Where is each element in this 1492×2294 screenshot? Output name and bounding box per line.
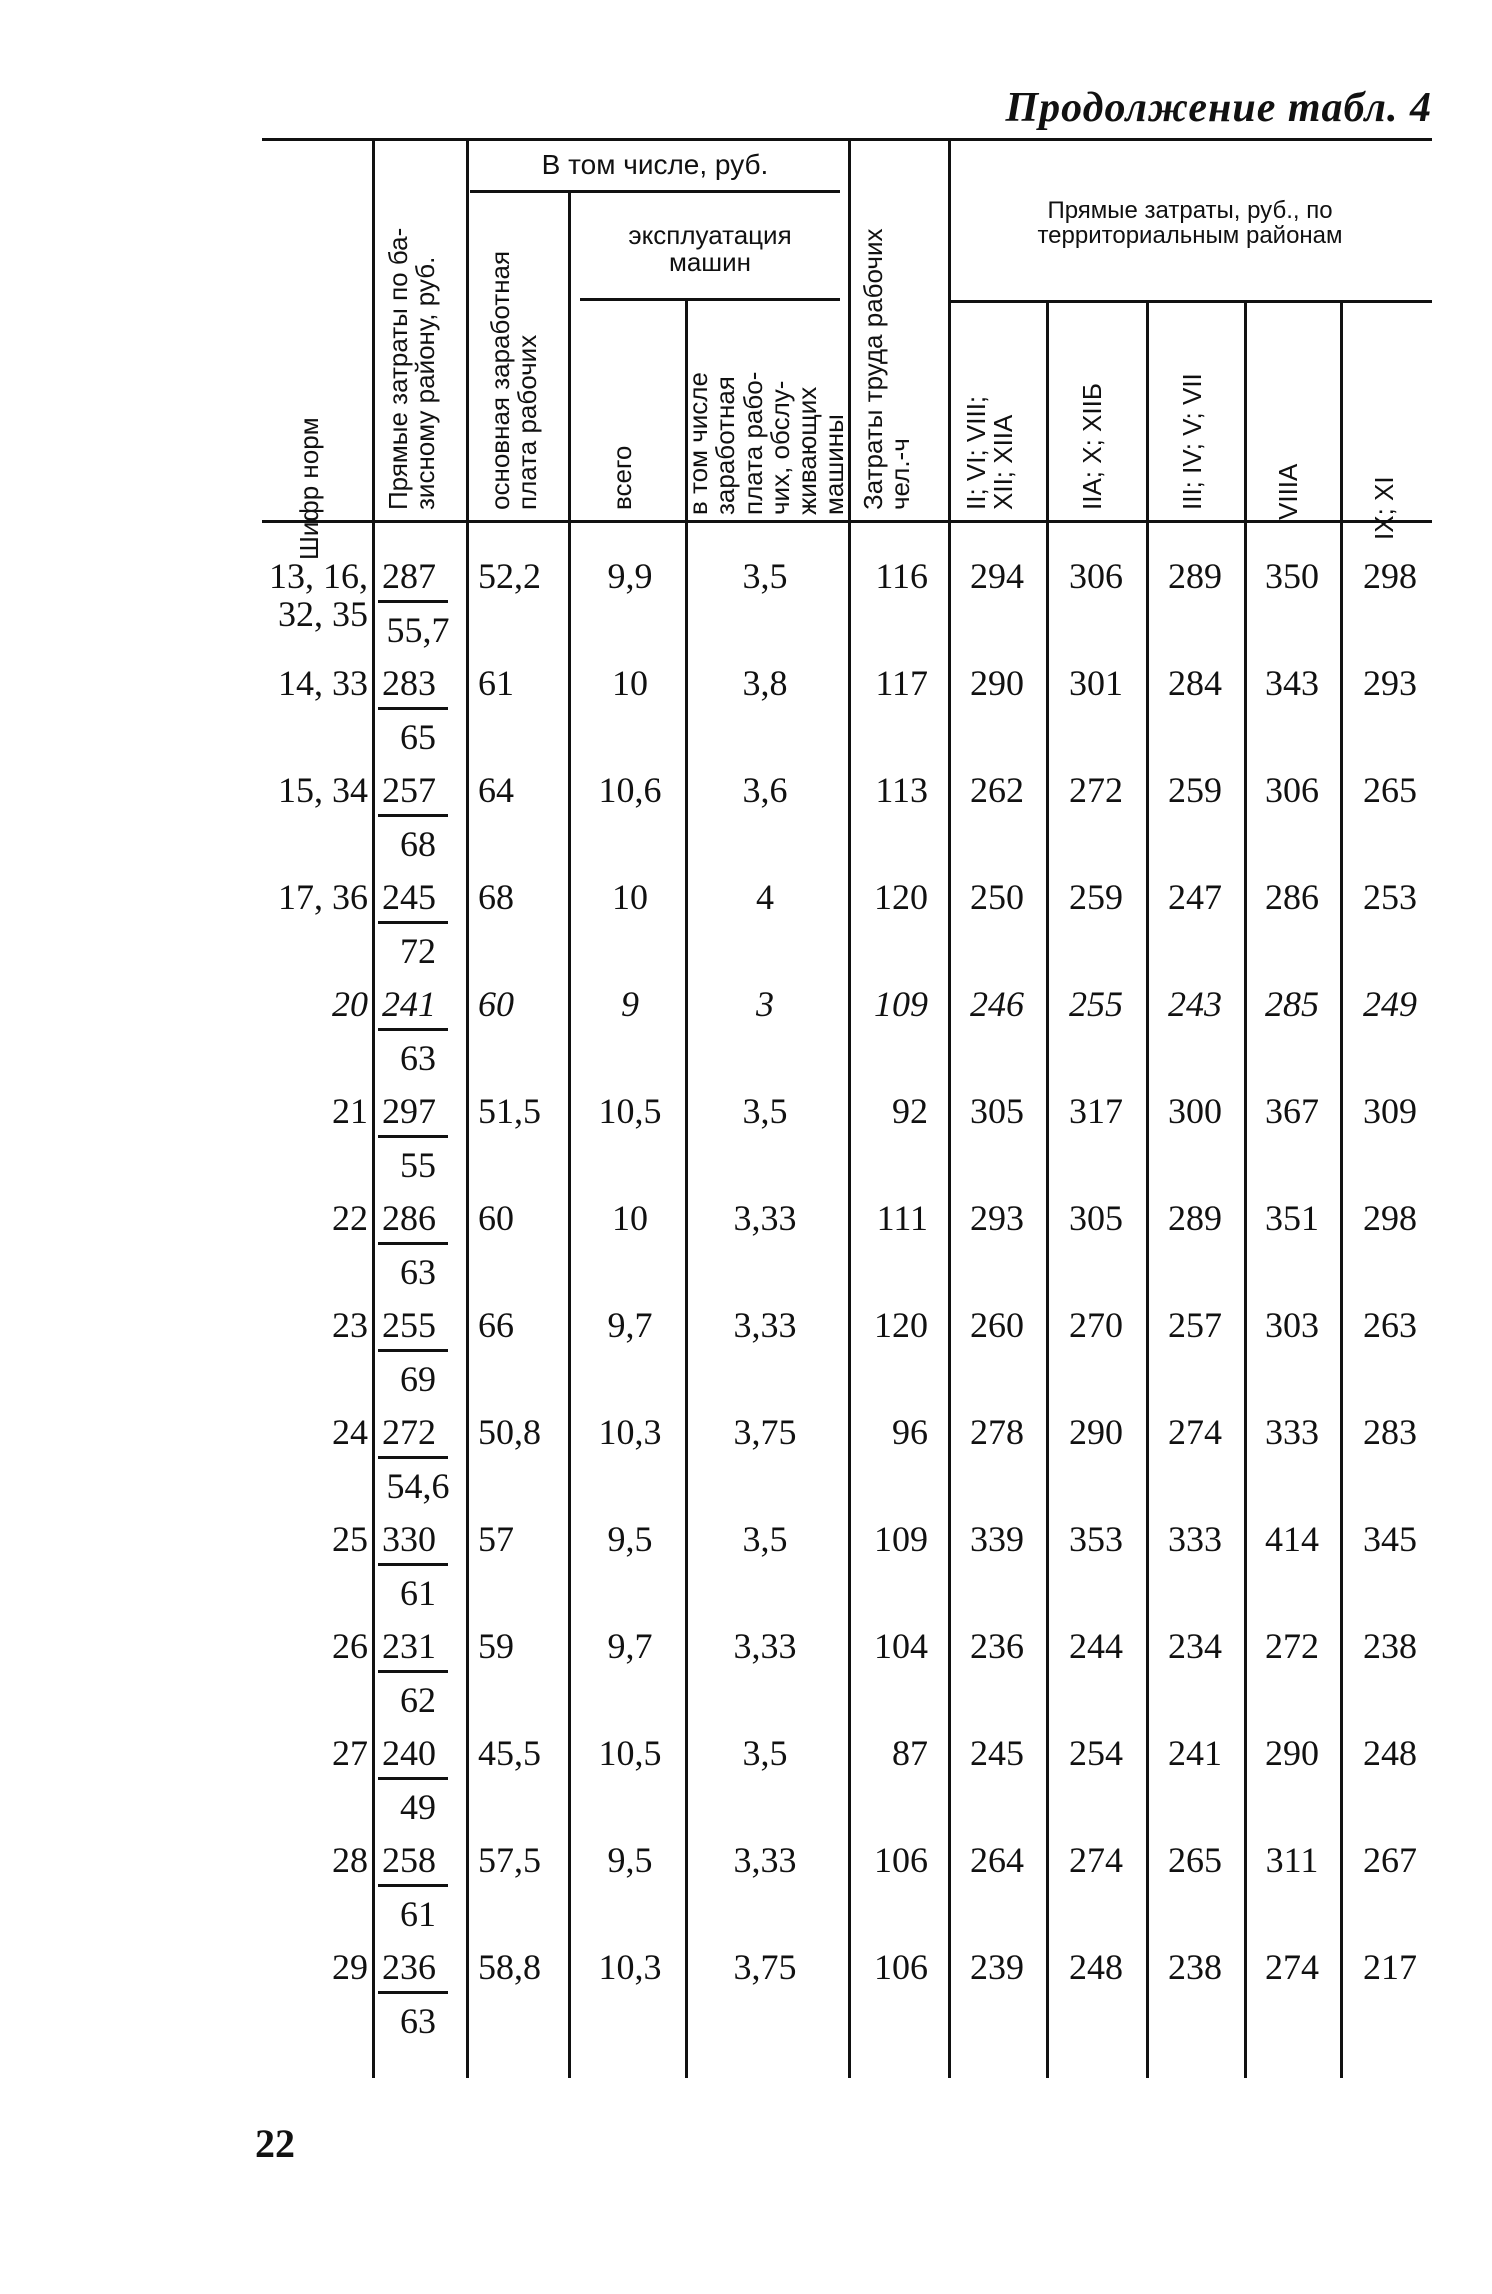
machines-total-cell: 10 xyxy=(612,877,648,917)
labor-cell: 104 xyxy=(874,1626,928,1666)
code-cell: 22 xyxy=(332,1198,368,1238)
code-cell: 23 xyxy=(332,1305,368,1345)
fraction-bar xyxy=(378,1670,448,1673)
wage-cell: 57 xyxy=(478,1519,514,1559)
region5-cell: 309 xyxy=(1363,1091,1417,1131)
labor-cell: 92 xyxy=(892,1091,928,1131)
base-cost-sub-cell: 63 xyxy=(400,1038,436,1078)
region5-cell: 293 xyxy=(1363,663,1417,703)
wage-cell: 68 xyxy=(478,877,514,917)
fraction-bar xyxy=(378,1349,448,1352)
header-top-rule xyxy=(262,138,1432,141)
region4-cell: 290 xyxy=(1265,1733,1319,1773)
machines-total-cell: 10,6 xyxy=(598,770,662,810)
header-code: Шифр норм xyxy=(294,417,324,560)
machines-wage-cell: 4 xyxy=(756,877,774,917)
header-machines: эксплуатация машин xyxy=(628,220,792,278)
region3-cell: 284 xyxy=(1168,663,1222,703)
column-rule xyxy=(568,190,571,2078)
base-cost-cell: 241 xyxy=(382,984,436,1024)
base-cost-cell: 257 xyxy=(382,770,436,810)
region4-cell: 367 xyxy=(1265,1091,1319,1131)
region1-cell: 305 xyxy=(970,1091,1024,1131)
machines-wage-cell: 3,75 xyxy=(733,1947,797,1987)
region5-cell: 283 xyxy=(1363,1412,1417,1452)
region5-cell: 249 xyxy=(1363,984,1417,1024)
labor-cell: 106 xyxy=(874,1947,928,1987)
region3-cell: 247 xyxy=(1168,877,1222,917)
fraction-bar xyxy=(378,1991,448,1994)
machines-total-cell: 10,3 xyxy=(598,1947,662,1987)
machines-wage-cell: 3,33 xyxy=(733,1840,797,1880)
region4-cell: 414 xyxy=(1265,1519,1319,1559)
region1-cell: 294 xyxy=(970,556,1024,596)
labor-cell: 109 xyxy=(874,1519,928,1559)
region4-cell: 343 xyxy=(1265,663,1319,703)
column-rule xyxy=(685,300,688,2078)
base-cost-sub-cell: 63 xyxy=(400,2001,436,2041)
region2-cell: 270 xyxy=(1069,1305,1123,1345)
code-cell: 14, 33 xyxy=(278,663,368,703)
fraction-bar xyxy=(378,1777,448,1780)
header-incl: В том числе, руб. xyxy=(541,149,769,180)
region2-cell: 290 xyxy=(1069,1412,1123,1452)
region1-cell: 262 xyxy=(970,770,1024,810)
base-cost-cell: 272 xyxy=(382,1412,436,1452)
region4-cell: 351 xyxy=(1265,1198,1319,1238)
region5-cell: 238 xyxy=(1363,1626,1417,1666)
labor-cell: 109 xyxy=(874,984,928,1024)
region5-cell: 298 xyxy=(1363,556,1417,596)
region3-cell: 289 xyxy=(1168,1198,1222,1238)
region4-cell: 286 xyxy=(1265,877,1319,917)
region2-cell: 255 xyxy=(1069,984,1123,1024)
machines-wage-cell: 3,5 xyxy=(742,1519,788,1559)
fraction-bar xyxy=(378,1242,448,1245)
fraction-bar xyxy=(378,1563,448,1566)
labor-cell: 120 xyxy=(874,877,928,917)
header-base-cost: Прямые затраты по ба- зисному району, руб. xyxy=(383,227,441,510)
base-cost-sub-cell: 68 xyxy=(400,824,436,864)
base-cost-cell: 231 xyxy=(382,1626,436,1666)
fraction-bar xyxy=(378,1135,448,1138)
base-cost-sub-cell: 69 xyxy=(400,1359,436,1399)
region4-cell: 274 xyxy=(1265,1947,1319,1987)
base-cost-sub-cell: 61 xyxy=(400,1894,436,1934)
code-cell: 24 xyxy=(332,1412,368,1452)
machines-wage-cell: 3,5 xyxy=(742,1733,788,1773)
region3-cell: 238 xyxy=(1168,1947,1222,1987)
region5-cell: 263 xyxy=(1363,1305,1417,1345)
wage-cell: 61 xyxy=(478,663,514,703)
code-cell: 27 xyxy=(332,1733,368,1773)
labor-cell: 111 xyxy=(876,1198,928,1238)
region1-cell: 339 xyxy=(970,1519,1024,1559)
regions-rule xyxy=(950,300,1432,303)
base-cost-cell: 236 xyxy=(382,1947,436,1987)
base-cost-sub-cell: 61 xyxy=(400,1573,436,1613)
base-cost-cell: 240 xyxy=(382,1733,436,1773)
header-bottom-rule xyxy=(262,520,1432,523)
region4-cell: 311 xyxy=(1265,1840,1319,1880)
labor-cell: 113 xyxy=(875,770,928,810)
region2-cell: 305 xyxy=(1069,1198,1123,1238)
base-cost-cell: 258 xyxy=(382,1840,436,1880)
header-regions: Прямые затраты, руб., по территориальным районам xyxy=(1037,197,1343,250)
region1-cell: 278 xyxy=(970,1412,1024,1452)
base-cost-sub-cell: 63 xyxy=(400,1252,436,1292)
continuation-label: Продолжение табл. 4 xyxy=(1005,85,1432,131)
region1-cell: 293 xyxy=(970,1198,1024,1238)
machines-total-cell: 10,3 xyxy=(598,1412,662,1452)
fraction-bar xyxy=(378,1028,448,1031)
fraction-bar xyxy=(378,921,448,924)
region4-cell: 285 xyxy=(1265,984,1319,1024)
region5-cell: 248 xyxy=(1363,1733,1417,1773)
region3-cell: 243 xyxy=(1168,984,1222,1024)
base-cost-cell: 255 xyxy=(382,1305,436,1345)
fraction-bar xyxy=(378,814,448,817)
machines-total-cell: 9,7 xyxy=(607,1305,653,1345)
base-cost-cell: 283 xyxy=(382,663,436,703)
wage-cell: 66 xyxy=(478,1305,514,1345)
base-cost-sub-cell: 72 xyxy=(400,931,436,971)
region3-cell: 300 xyxy=(1168,1091,1222,1131)
wage-cell: 50,8 xyxy=(478,1412,541,1452)
machines-total-cell: 9,5 xyxy=(607,1840,653,1880)
header-wage: основная заработная плата рабочих xyxy=(485,250,543,510)
machines-total-cell: 10 xyxy=(612,663,648,703)
machines-wage-cell: 3,33 xyxy=(733,1198,797,1238)
base-cost-sub-cell: 62 xyxy=(400,1680,436,1720)
base-cost-cell: 245 xyxy=(382,877,436,917)
region1-cell: 264 xyxy=(970,1840,1024,1880)
region2-cell: 301 xyxy=(1069,663,1123,703)
region4-cell: 272 xyxy=(1265,1626,1319,1666)
machines-total-cell: 9,5 xyxy=(607,1519,653,1559)
header-labor: Затраты труда рабочих чел.-ч xyxy=(858,228,916,510)
machines-wage-cell: 3 xyxy=(756,984,774,1024)
wage-cell: 51,5 xyxy=(478,1091,541,1131)
region1-cell: 245 xyxy=(970,1733,1024,1773)
region5-cell: 265 xyxy=(1363,770,1417,810)
base-cost-cell: 287 xyxy=(382,556,436,596)
region2-cell: 353 xyxy=(1069,1519,1123,1559)
incl-rule xyxy=(470,190,840,193)
region4-cell: 306 xyxy=(1265,770,1319,810)
code-cell: 29 xyxy=(332,1947,368,1987)
region5-cell: 345 xyxy=(1363,1519,1417,1559)
labor-cell: 120 xyxy=(874,1305,928,1345)
wage-cell: 52,2 xyxy=(478,556,541,596)
header-mach-total: всего xyxy=(607,445,637,510)
machines-wage-cell: 3,5 xyxy=(742,556,788,596)
region1-cell: 260 xyxy=(970,1305,1024,1345)
column-rule xyxy=(466,140,469,2078)
region2-cell: 244 xyxy=(1069,1626,1123,1666)
region4-cell: 303 xyxy=(1265,1305,1319,1345)
code-cell: 21 xyxy=(332,1091,368,1131)
machines-total-cell: 9,9 xyxy=(607,556,653,596)
region3-cell: 234 xyxy=(1168,1626,1222,1666)
machines-wage-cell: 3,5 xyxy=(742,1091,788,1131)
code-cell: 20 xyxy=(332,984,368,1024)
region1-cell: 250 xyxy=(970,877,1024,917)
machines-wage-cell: 3,8 xyxy=(742,663,788,703)
machines-total-cell: 10,5 xyxy=(598,1733,662,1773)
machines-wage-cell: 3,6 xyxy=(742,770,788,810)
wage-cell: 58,8 xyxy=(478,1947,541,1987)
labor-cell: 96 xyxy=(892,1412,928,1452)
region2-cell: 259 xyxy=(1069,877,1123,917)
machines-total-cell: 10 xyxy=(612,1198,648,1238)
base-cost-sub-cell: 49 xyxy=(400,1787,436,1827)
wage-cell: 59 xyxy=(478,1626,514,1666)
region3-cell: 259 xyxy=(1168,770,1222,810)
region1-cell: 246 xyxy=(970,984,1024,1024)
region3-cell: 289 xyxy=(1168,556,1222,596)
header-reg1: II; VI; VIII; XII; XIIА xyxy=(961,395,1019,510)
machines-wage-cell: 3,75 xyxy=(733,1412,797,1452)
region1-cell: 290 xyxy=(970,663,1024,703)
code-cell: 25 xyxy=(332,1519,368,1559)
code-cell: 26 xyxy=(332,1626,368,1666)
machines-total-cell: 9 xyxy=(621,984,639,1024)
region1-cell: 239 xyxy=(970,1947,1024,1987)
labor-cell: 106 xyxy=(874,1840,928,1880)
code-cell: 15, 34 xyxy=(278,770,368,810)
labor-cell: 87 xyxy=(892,1733,928,1773)
base-cost-cell: 286 xyxy=(382,1198,436,1238)
region5-cell: 267 xyxy=(1363,1840,1417,1880)
region4-cell: 333 xyxy=(1265,1412,1319,1452)
code-cell: 17, 36 xyxy=(278,877,368,917)
fraction-bar xyxy=(378,600,448,603)
fraction-bar xyxy=(378,1884,448,1887)
region2-cell: 306 xyxy=(1069,556,1123,596)
wage-cell: 45,5 xyxy=(478,1733,541,1773)
base-cost-cell: 330 xyxy=(382,1519,436,1559)
base-cost-sub-cell: 55,7 xyxy=(386,610,450,650)
wage-cell: 64 xyxy=(478,770,514,810)
region2-cell: 274 xyxy=(1069,1840,1123,1880)
region2-cell: 254 xyxy=(1069,1733,1123,1773)
region2-cell: 248 xyxy=(1069,1947,1123,1987)
region5-cell: 253 xyxy=(1363,877,1417,917)
wage-cell: 60 xyxy=(478,1198,514,1238)
region3-cell: 257 xyxy=(1168,1305,1222,1345)
header-reg2: IIА; X; XIIБ xyxy=(1077,383,1107,510)
base-cost-sub-cell: 54,6 xyxy=(386,1466,450,1506)
fraction-bar xyxy=(378,1456,448,1459)
header-mach-wage: в том числе заработная плата рабо- чих, обслу- живающих машины xyxy=(683,371,850,515)
header-reg4: VIIIА xyxy=(1273,463,1303,520)
region2-cell: 272 xyxy=(1069,770,1123,810)
labor-cell: 117 xyxy=(875,663,928,703)
base-cost-sub-cell: 55 xyxy=(400,1145,436,1185)
machines-total-cell: 10,5 xyxy=(598,1091,662,1131)
region5-cell: 217 xyxy=(1363,1947,1417,1987)
header-reg3: III; IV; V; VII xyxy=(1177,373,1207,510)
machines-total-cell: 9,7 xyxy=(607,1626,653,1666)
machines-wage-cell: 3,33 xyxy=(733,1626,797,1666)
machines-wage-cell: 3,33 xyxy=(733,1305,797,1345)
region3-cell: 274 xyxy=(1168,1412,1222,1452)
fraction-bar xyxy=(378,707,448,710)
wage-cell: 60 xyxy=(478,984,514,1024)
wage-cell: 57,5 xyxy=(478,1840,541,1880)
code-cell: 13, 16, 32, 35 xyxy=(269,556,368,634)
region1-cell: 236 xyxy=(970,1626,1024,1666)
page-number: 22 xyxy=(255,2121,295,2166)
region3-cell: 333 xyxy=(1168,1519,1222,1559)
base-cost-sub-cell: 65 xyxy=(400,717,436,757)
region4-cell: 350 xyxy=(1265,556,1319,596)
region5-cell: 298 xyxy=(1363,1198,1417,1238)
region3-cell: 265 xyxy=(1168,1840,1222,1880)
header-reg5: IX; XI xyxy=(1369,476,1399,540)
region3-cell: 241 xyxy=(1168,1733,1222,1773)
labor-cell: 116 xyxy=(875,556,928,596)
code-cell: 28 xyxy=(332,1840,368,1880)
region2-cell: 317 xyxy=(1069,1091,1123,1131)
base-cost-cell: 297 xyxy=(382,1091,436,1131)
